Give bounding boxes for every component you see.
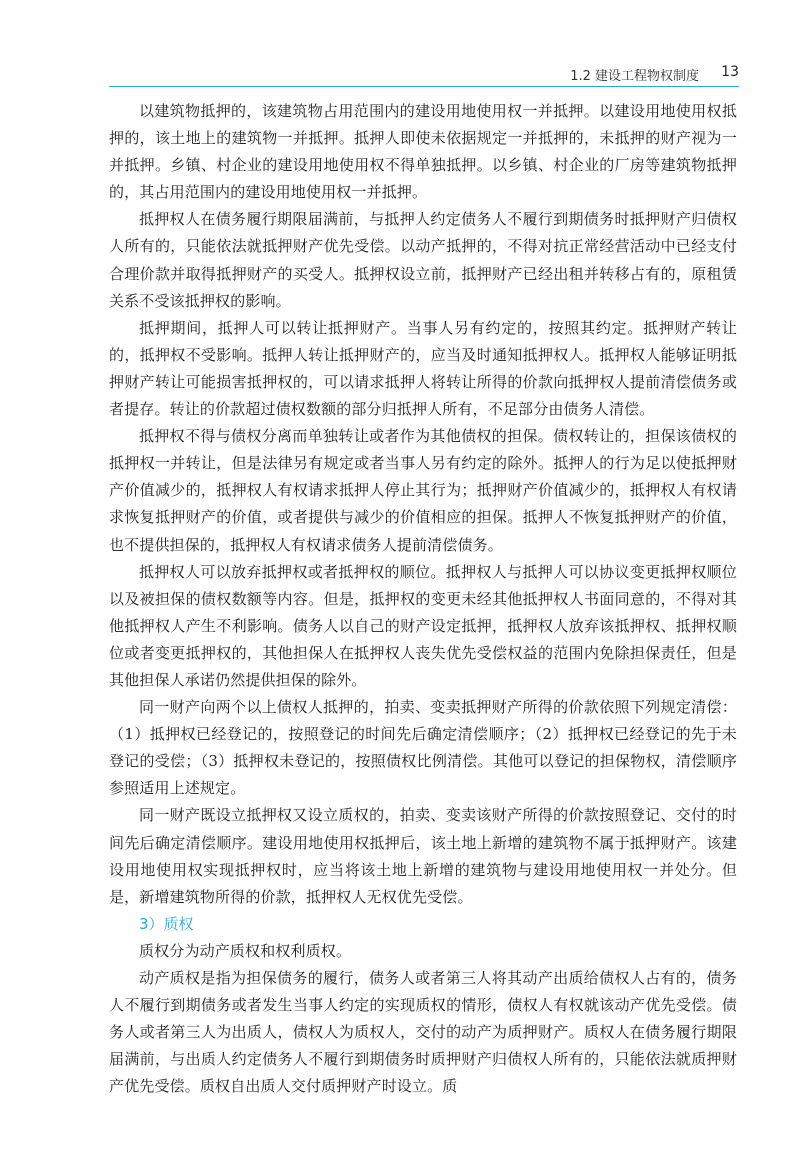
paragraph-4: 抵押权不得与债权分离而单独转让或者作为其他债权的担保。债权转让的，担保该债权的抵押权一并转让，但是法律另有规定或者当事人另有约定的除外。抵押人的行为足以使抵押财产价值减少的，抵押权人有权请求抵押人停止其行为；抵押财产价值减少的，抵押权人有权请求恢复抵押财产的价值，或者提供与减少的价值相应的担保。抵押人不恢复抵押财产的价值，也不提供担保的，抵押权人有权请求债务人提前清偿债务。: [109, 427, 737, 554]
page-body: [109, 98, 737, 1100]
subsection-paragraph-2: 动产质权是指为担保债务的履行，债务人或者第三人将其动产出质给债权人占有的，债务人不履行到期债务或者发生当事人约定的实现质权的情形，债权人有权就该动产优先受偿。债务人或者第三人为出质人，债权人为质权人，交付的动产为质押财产。质权人在债务履行期限届满前，与出质人约定债务人不履行到期债务时质押财产归债权人所有的，只能依法就质押财产优先受偿。质权自出质人交付质押财产时设立。质: [109, 969, 737, 1096]
page-number: 13: [721, 64, 739, 80]
running-header: [109, 62, 739, 86]
paragraph-7: 同一财产既设立抵押权又设立质权的，拍卖、变卖该财产所得的价款按照登记、交付的时间先后确定清偿顺序。建设用地使用权抵押后，该土地上新增的建筑物不属于抵押财产。该建设用地使用权实现抵押权时，应当将该土地上新增的建筑物与建设用地使用权一并处分。但是，新增建筑物所得的价款，抵押权人无权优先受偿。: [109, 806, 737, 906]
paragraph-6: 同一财产向两个以上债权人抵押的，拍卖、变卖抵押财产所得的价款依照下列规定清偿：（1）抵押权已经登记的，按照登记的时间先后确定清偿顺序；（2）抵押权已经登记的先于未登记的受偿；（3）抵押权未登记的，按照债权比例清偿。其他可以登记的担保物权，清偿顺序参照适用上述规定。: [109, 698, 737, 798]
header-section-title: 1.2 建设工程物权制度: [570, 69, 699, 84]
paragraph-1: 以建筑物抵押的，该建筑物占用范围内的建设用地使用权一并抵押。以建设用地使用权抵押的，该土地上的建筑物一并抵押。抵押人即使未依据规定一并抵押的，未抵押的财产视为一并抵押。乡镇、村企业的建设用地使用权不得单独抵押。以乡镇、村企业的厂房等建筑物抵押的，其占用范围内的建设用地使用权一并抵押。: [109, 102, 737, 202]
header-rule: [109, 86, 739, 87]
paragraph-2: 抵押权人在债务履行期限届满前，与抵押人约定债务人不履行到期债务时抵押财产归债权人所有的，只能依法就抵押财产优先受偿。以动产抵押的，不得对抗正常经营活动中已经支付合理价款并取得抵押财产的买受人。抵押权设立前，抵押财产已经出租并转移占有的，原租赁关系不受该抵押权的影响。: [109, 210, 737, 310]
paragraph-5: 抵押权人可以放弃抵押权或者抵押权的顺位。抵押权人与抵押人可以协议变更抵押权顺位以及被担保的债权数额等内容。但是，抵押权的变更未经其他抵押权人书面同意的，不得对其他抵押权人产生不利影响。债务人以自己的财产设定抵押，抵押权人放弃该抵押权、抵押权顺位或者变更抵押权的，其他担保人在抵押权人丧失优先受偿权益的范围内免除担保责任，但是其他担保人承诺仍然提供担保的除外。: [109, 562, 737, 689]
subsection-heading: 3）质权: [139, 914, 194, 933]
paragraph-3: 抵押期间，抵押人可以转让抵押财产。当事人另有约定的，按照其约定。抵押财产转让的，抵押权不受影响。抵押人转让抵押财产的，应当及时通知抵押权人。抵押权人能够证明抵押财产转让可能损害抵押权的，可以请求抵押人将转让所得的价款向抵押权人提前清偿债务或者提存。转让的价款超过债权数额的部分归抵押人所有，不足部分由债务人清偿。: [109, 318, 737, 419]
subsection-paragraph-1: 质权分为动产质权和权利质权。: [139, 941, 352, 960]
